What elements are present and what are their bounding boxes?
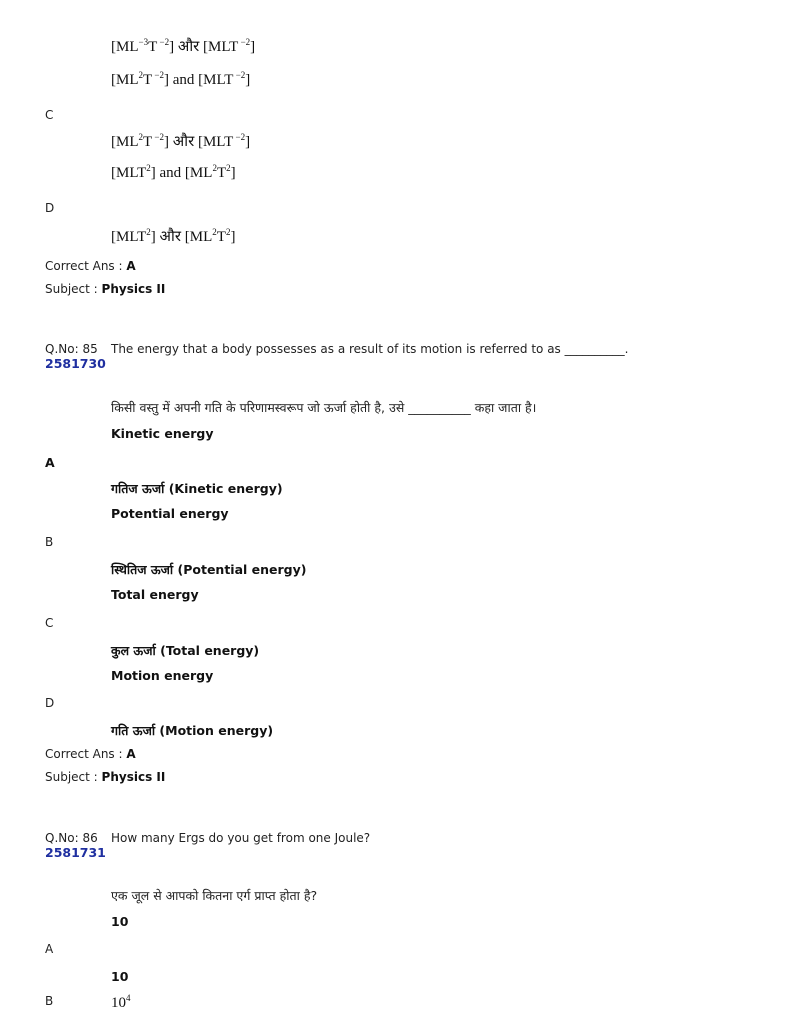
question-id: 2581731 bbox=[45, 845, 106, 860]
option-hindi: कुल ऊर्जा (Total energy) bbox=[111, 643, 260, 658]
option-letter-b: B bbox=[45, 535, 54, 549]
question-text-english: How many Ergs do you get from one Joule? bbox=[111, 831, 371, 845]
option-c-english-formula: [MLT$^2$] and $[ML^2T^2]$ bbox=[111, 163, 236, 181]
correct-answer: Correct Ans : A bbox=[45, 259, 136, 273]
option-a-hindi-formula: [$ML^{-3}T$ $^{-2}$] और [MLT $^{-2}$] bbox=[111, 37, 256, 55]
option-letter-a: A bbox=[45, 942, 54, 956]
question-text-hindi: एक जूल से आपको कितना एर्ग प्राप्त होता है? bbox=[111, 888, 318, 903]
option-hindi: गति ऊर्जा (Motion energy) bbox=[111, 723, 274, 738]
question-text-hindi: किसी वस्तु में अपनी गति के परिणामस्वरूप जो ऊर्जा होती है, उसे __________ कहा जाता है। bbox=[111, 400, 537, 415]
question-number: Q.No: 85 bbox=[45, 342, 98, 356]
option-english: Potential energy bbox=[111, 506, 229, 521]
correct-answer: Correct Ans : A bbox=[45, 747, 136, 761]
option-hindi: स्थितिज ऊर्जा (Potential energy) bbox=[111, 562, 307, 577]
option-english: Kinetic energy bbox=[111, 426, 214, 441]
option-hindi: 10 bbox=[111, 969, 129, 984]
option-b-hindi-formula: [$ML^2T$ $^{-2}$] और [MLT $^{-2}$] bbox=[111, 132, 251, 150]
option-english: 10 bbox=[111, 914, 129, 929]
option-letter-c: C bbox=[45, 108, 54, 122]
option-letter-d: D bbox=[45, 696, 55, 710]
option-letter-b: B bbox=[45, 994, 54, 1008]
option-hindi: गतिज ऊर्जा (Kinetic energy) bbox=[111, 481, 283, 496]
option-english: Total energy bbox=[111, 587, 199, 602]
option-c-hindi-formula: [MLT$^2$] और $[ML^2T^2]$ bbox=[111, 227, 236, 245]
question-number: Q.No: 86 bbox=[45, 831, 98, 845]
subject: Subject : Physics II bbox=[45, 770, 166, 784]
option-b-english-formula: [$ML^2T$ $^{-2}$] and [MLT $^{-2}$] bbox=[111, 70, 251, 88]
option-letter-a: A bbox=[45, 455, 55, 470]
question-text-english: The energy that a body possesses as a result of its motion is referred to as __________. bbox=[111, 342, 629, 356]
option-english: Motion energy bbox=[111, 668, 214, 683]
question-id: 2581730 bbox=[45, 356, 106, 371]
subject: Subject : Physics II bbox=[45, 282, 166, 296]
option-letter-c: C bbox=[45, 616, 54, 630]
option-english: $10^4$ bbox=[111, 993, 131, 1011]
option-letter-d: D bbox=[45, 201, 55, 215]
